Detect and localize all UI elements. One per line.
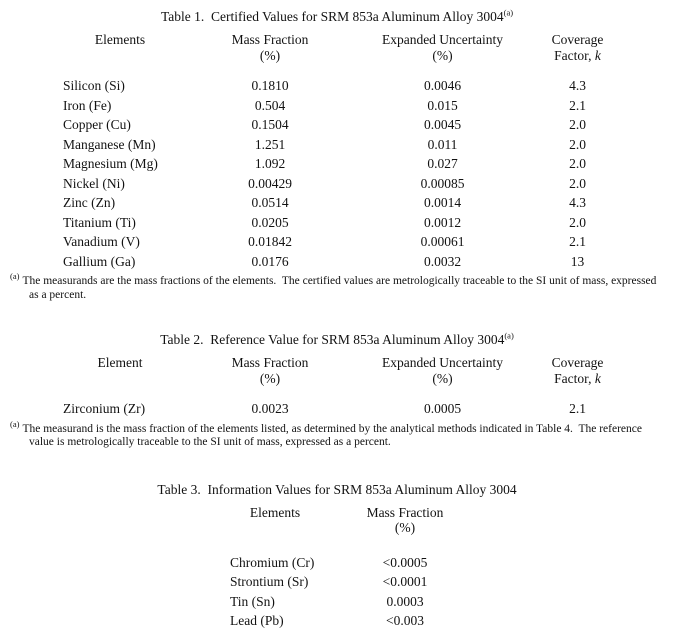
element-cell: Silicon (Si)	[63, 78, 125, 93]
table-2-header-row	[55, 355, 674, 386]
col-header-mass-fraction: Mass Fraction (%)	[231, 32, 309, 63]
uncertainty-cell: 0.011	[427, 136, 458, 152]
italic-k: k	[594, 370, 601, 386]
coverage-cell: 2.0	[569, 156, 586, 171]
table-1-title	[0, 8, 674, 25]
element-cell: Zinc (Zn)	[63, 195, 116, 210]
table-row	[55, 154, 674, 174]
table-2-section	[0, 331, 674, 450]
mass-fraction-cell: 0.0514	[251, 195, 289, 210]
footnote-marker: (a)	[10, 418, 20, 429]
col-header-element: Element	[97, 355, 143, 370]
table-3-header-row	[220, 505, 674, 536]
element-cell: Manganese (Mn)	[63, 136, 156, 152]
mass-fraction-cell: 1.092	[254, 156, 286, 171]
coverage-cell: 13	[570, 253, 585, 269]
mass-fraction-cell: 0.1504	[251, 117, 289, 132]
table-row	[220, 611, 674, 631]
italic-k: k	[594, 47, 601, 63]
mass-fraction-cell: 0.0205	[251, 214, 289, 230]
table-2-title	[0, 331, 674, 348]
coverage-cell: 2.1	[569, 97, 586, 113]
uncertainty-cell: 0.0014	[423, 195, 462, 210]
col-header-elements: Elements	[249, 504, 301, 520]
table-1	[55, 32, 674, 271]
uncertainty-cell: 0.0045	[423, 117, 462, 132]
table-1-rows	[55, 76, 674, 271]
table-row	[55, 232, 674, 252]
table-row	[220, 592, 674, 612]
element-cell: Strontium (Sr)	[230, 574, 309, 589]
mass-fraction-cell: <0.0005	[382, 554, 428, 570]
mass-fraction-cell: <0.003	[386, 613, 424, 628]
element-cell: Titanium (Ti)	[63, 214, 136, 230]
table-3-title	[0, 481, 674, 498]
element-cell: Nickel (Ni)	[63, 175, 125, 191]
mass-fraction-cell: 0.504	[254, 97, 286, 113]
col-header-mass-fraction: Mass Fraction (%)	[231, 355, 309, 386]
coverage-cell: 4.3	[569, 195, 586, 210]
coverage-cell: 2.0	[569, 214, 586, 230]
uncertainty-cell: 0.0012	[423, 214, 462, 230]
col-header-expanded-uncertainty: Expanded Uncertainty (%)	[381, 355, 504, 386]
uncertainty-cell: 0.027	[427, 156, 458, 171]
uncertainty-cell: 0.0046	[423, 78, 462, 93]
table-row	[55, 76, 674, 96]
table-2-rows	[55, 399, 674, 419]
mass-fraction-cell: 0.1810	[251, 78, 289, 93]
element-cell: Copper (Cu)	[63, 117, 131, 132]
table-1-title-text: Table 1. Certified Values for SRM 853a Aluminum Alloy 3004	[160, 9, 504, 24]
mass-fraction-cell: 0.0003	[386, 593, 424, 609]
uncertainty-cell: 0.0005	[423, 401, 462, 416]
uncertainty-cell: 0.015	[427, 97, 458, 113]
table-row	[55, 252, 674, 272]
element-cell: Tin (Sn)	[230, 593, 275, 609]
table-3	[220, 505, 674, 631]
mass-fraction-cell: 0.0023	[251, 401, 289, 416]
mass-fraction-cell: 0.0176	[251, 253, 289, 269]
coverage-cell: 2.0	[569, 136, 586, 152]
table-1-footnote	[10, 271, 668, 302]
element-cell: Chromium (Cr)	[230, 554, 315, 570]
table-row	[220, 572, 674, 592]
table-2-title-footnote-marker: (a)	[504, 330, 514, 341]
col-header-coverage-factor: Coverage Factor, k	[551, 32, 604, 63]
table-1-title-footnote-marker: (a)	[503, 7, 514, 18]
uncertainty-cell: 0.00085	[420, 175, 465, 191]
table-row	[55, 96, 674, 116]
coverage-cell: 4.3	[569, 78, 586, 93]
table-3-rows	[220, 553, 674, 631]
uncertainty-cell: 0.0032	[423, 253, 462, 269]
coverage-cell: 2.1	[569, 234, 586, 249]
element-cell: Vanadium (V)	[63, 234, 140, 249]
table-row	[55, 213, 674, 233]
table-2-footnote	[10, 418, 668, 450]
col-header-expanded-uncertainty: Expanded Uncertainty (%)	[381, 32, 504, 63]
element-cell: Magnesium (Mg)	[63, 156, 158, 171]
mass-fraction-cell: 1.251	[254, 136, 286, 152]
element-cell: Gallium (Ga)	[63, 253, 136, 269]
table-3-section	[0, 481, 674, 631]
table-row	[55, 135, 674, 155]
col-header-mass-fraction: Mass Fraction (%)	[366, 504, 444, 535]
table-row	[55, 115, 674, 135]
uncertainty-cell: 0.00061	[420, 234, 465, 249]
element-cell: Lead (Pb)	[230, 613, 284, 628]
coverage-cell: 2.0	[569, 117, 586, 132]
footnote-marker: (a)	[10, 271, 20, 282]
table-row	[220, 553, 674, 573]
table-row	[55, 399, 674, 419]
col-header-coverage-factor: Coverage Factor, k	[551, 355, 604, 386]
element-cell: Iron (Fe)	[63, 97, 112, 113]
table-2-title-text: Table 2. Reference Value for SRM 853a Aluminum Alloy 3004	[160, 332, 505, 347]
table-1-header-row	[55, 32, 674, 63]
footnote-text: The measurand is the mass fraction of the elements listed, as determined by the analytical methods indicated in Table 4. The reference value is metrologically traceable to the SI unit of mass, expressed as a percent.	[22, 422, 645, 448]
table-row	[55, 174, 674, 194]
coverage-cell: 2.0	[569, 175, 586, 191]
element-cell: Zirconium (Zr)	[63, 401, 146, 416]
mass-fraction-cell: <0.0001	[382, 574, 428, 589]
mass-fraction-cell: 0.01842	[248, 234, 292, 249]
footnote-text: The measurands are the mass fractions of the elements. The certified values are metrologically traceable to the SI unit of mass, expressed as a percent.	[22, 275, 660, 301]
table-2	[55, 355, 674, 419]
col-header-elements: Elements	[94, 32, 146, 47]
table-row	[55, 193, 674, 213]
table-3-title-text: Table 3. Information Values for SRM 853a Aluminum Alloy 3004	[157, 481, 517, 497]
mass-fraction-cell: 0.00429	[248, 175, 292, 191]
coverage-cell: 2.1	[569, 401, 586, 416]
table-1-section	[0, 8, 674, 302]
